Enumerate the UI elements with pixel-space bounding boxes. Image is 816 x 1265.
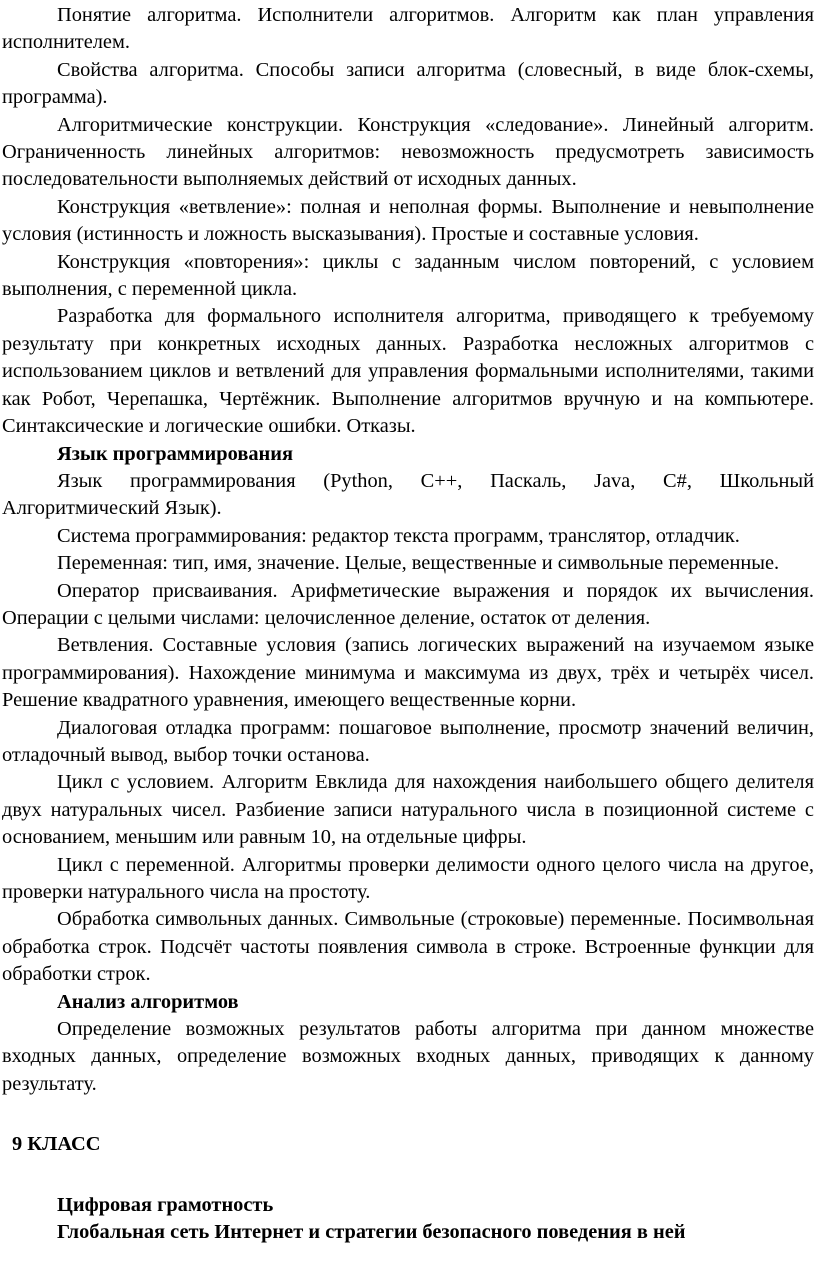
paragraph-for-loop: Цикл с переменной. Алгоритмы проверки делимости одного целого числа на другое, проверки натурального числа на простоту. [2,853,814,903]
paragraph-loop-construct: Конструкция «повторения»: циклы с заданным числом повторений, с условием выполнения, с переменной цикла. [2,250,814,301]
paragraph-formal-executor: Разработка для формального исполнителя алгоритма, приводящего к требуемому результату при конкретных исходных данных. Разработка несложных алгоритмов с использованием циклов и ветвлений для управления формальными исполнителями, такими как Робот, Черепашка, Чертёжник. Выполнение алгоритмов вручную и на компьютере. Синтаксические и логические ошибки. Отказы. [2,305,814,438]
paragraph-algorithm-concept: Понятие алгоритма. Исполнители алгоритмов. Алгоритм как план управления исполнителем. [2,4,814,54]
paragraph-sequence-construct: Алгоритмические конструкции. Конструкция «следование». Линейный алгоритм. Ограниченность линейных алгоритмов: невозможность предусмотреть зависимость последовательности выполняемых действий от исходных данных. [2,113,814,191]
paragraph-algorithm-analysis: Определение возможных результатов работы алгоритма при данном множестве входных данных, определение возможных входных данных, приводящих к данному результату. [2,1018,814,1095]
paragraph-programming-system: Система программирования: редактор текста программ, транслятор, отладчик. [57,524,740,547]
section-heading-digital-literacy: Цифровая грамотность [57,1193,274,1216]
paragraph-algorithm-properties: Свойства алгоритма. Способы записи алгоритма (словесный, в виде блок-схемы, программа). [2,58,814,109]
spacer [2,1098,814,1131]
paragraph-while-loop: Цикл с условием. Алгоритм Евклида для нахождения наибольшего общего делителя двух натуральных чисел. Разбиение записи натурального числа в позиционной системе с основанием, меньшим или равным 10, на отдельные цифры. [2,771,814,849]
paragraph-assignment: Оператор присваивания. Арифметические выражения и порядок их вычисления. Операции с целыми числами: целочисленное деление, остаток от деления. [2,579,814,629]
spacer [2,1159,814,1192]
paragraph-branching: Ветвления. Составные условия (запись логических выражений на изучаемом языке программирования). Нахождение минимума и максимума из двух, трёх и четырёх чисел. Решение квадратного уравнения, имеющего вещественные корни. [2,634,814,712]
section-heading-algorithm-analysis: Анализ алгоритмов [57,990,239,1013]
paragraph-branch-construct: Конструкция «ветвление»: полная и неполная формы. Выполнение и невыполнение условия (истинность и ложность высказывания). Простые и составные условия. [2,195,814,246]
paragraph-debugging: Диалоговая отладка программ: пошаговое выполнение, просмотр значений величин, отладочный вывод, выбор точки останова. [2,716,814,766]
paragraph-string-processing: Обработка символьных данных. Символьные (строковые) переменные. Посимвольная обработка строк. Подсчёт частоты появления символа в строке. Встроенные функции для обработки строк. [2,908,814,986]
paragraph-programming-languages: Язык программирования (Python, C++, Паскаль, Java, C#, Школьный Алгоритмический Язык). [2,469,814,520]
section-heading-programming-language: Язык программирования [57,442,294,465]
paragraph-variable: Переменная: тип, имя, значение. Целые, вещественные и символьные переменные. [57,552,780,575]
grade-heading: 9 КЛАСС [12,1133,101,1156]
section-heading-internet: Глобальная сеть Интернет и стратегии безопасного поведения в ней [57,1221,686,1244]
